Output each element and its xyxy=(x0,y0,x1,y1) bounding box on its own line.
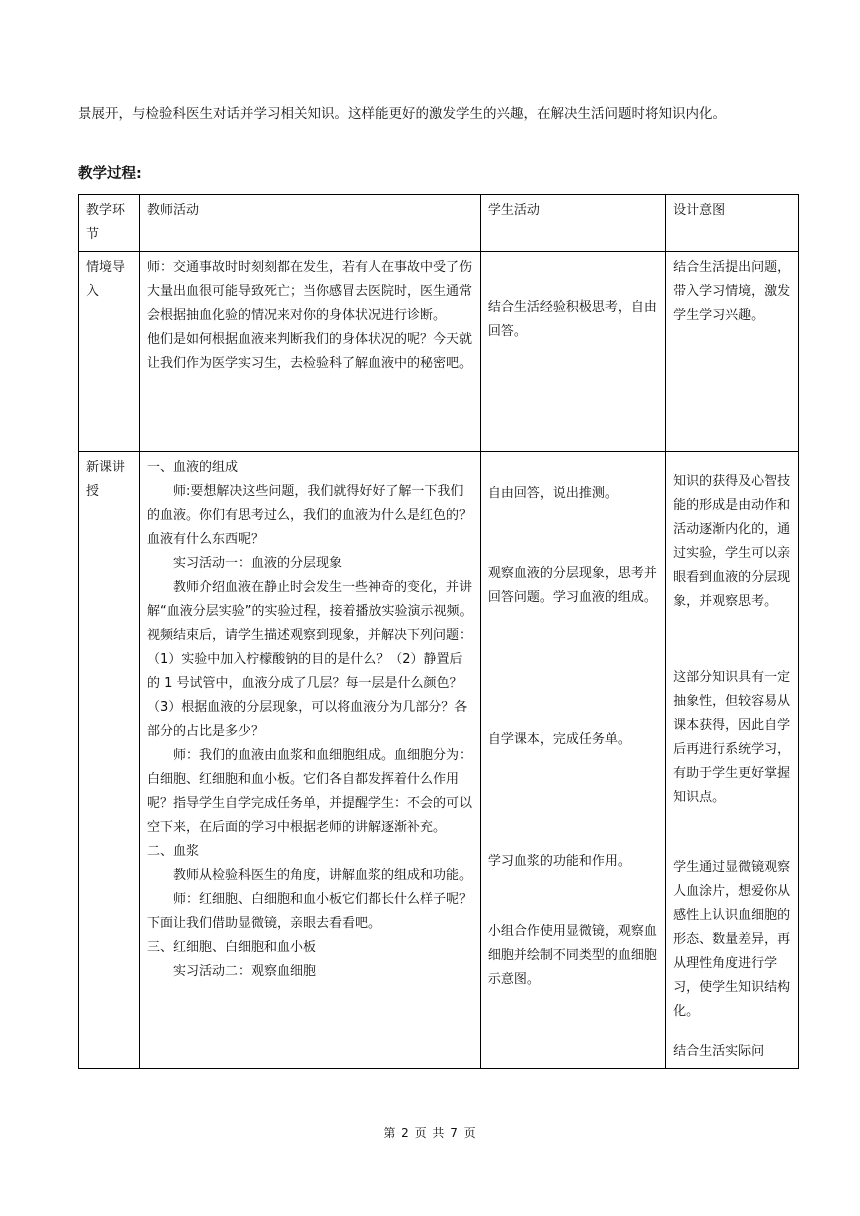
intent-cell xyxy=(666,252,799,452)
activity-title: 实习活动一：血液的分层现象 xyxy=(172,556,342,571)
teacher-text: 师：我们的血液由血浆和血细胞组成。血细胞分为：白细胞、红细胞和血小板。它们各自都发挥着什么作用呢？指导学生自学完成任务单，并提醒学生：不会的可以空下来，在后面的学习中根据老师的讲解逐渐补充。 xyxy=(146,748,472,835)
intent-text: 结合生活实际问 xyxy=(673,1044,765,1059)
intent-text: 这部分知识具有一定抽象性，但较容易从课本获得，因此自学后再进行系统学习，有助于学生更好掌握知识点。 xyxy=(673,670,791,805)
intent-cell xyxy=(666,452,799,1069)
teacher-text: 教师介绍血液在静止时会发生一些神奇的变化，并讲解“血液分层实验”的实验过程，接着播放实验演示视频。视频结束后，请学生描述观察到现象，并解决下列问题： xyxy=(146,580,473,643)
student-text: 自由回答，说出推测。 xyxy=(487,486,618,501)
intent-text: 知识的获得及心智技能的形成是由动作和活动逐渐内化的，通过实验，学生可以亲眼看到血液的分层现象，并观察思考。 xyxy=(673,474,791,609)
student-text: 小组合作使用显微镜，观察血细胞并绘制不同类型的血细胞示意图。 xyxy=(487,924,657,987)
intro-paragraph: 景展开，与检验科医生对话并学习相关知识。这样能更好的激发学生的兴趣，在解决生活问题时将知识内化。 xyxy=(78,106,726,122)
teacher-cell xyxy=(139,452,480,1069)
teacher-cell xyxy=(139,252,480,452)
question-list: （1）实验中加入柠檬酸钠的目的是什么？（2）静置后的 1 号试管中，血液分成了几层？每一层是什么颜色？（3）根据血液的分层现象，可以将血液分为几部分？各部分的占比是多少？ xyxy=(146,652,468,739)
page-footer: 第 2 页 共 7 页 xyxy=(383,1126,477,1140)
stage-cell: 情境导入 xyxy=(79,252,140,452)
student-text: 学习血浆的功能和作用。 xyxy=(487,854,631,869)
activity-title: 实习活动二：观察血细胞 xyxy=(172,964,316,979)
teacher-text: 师:要想解决这些问题，我们就得好好了解一下我们的血液。你们有思考过么，我们的血液为什么是红色的？血液有什么东西呢？ xyxy=(146,484,472,547)
intent-text: 结合生活提出问题，带入学习情境，激发学生学习兴趣。 xyxy=(673,260,791,323)
stage-cell: 新课讲授 xyxy=(79,452,140,1069)
student-text: 观察血液的分层现象，思考并回答问题。学习血液的组成。 xyxy=(487,566,657,605)
lesson-table xyxy=(78,194,799,1069)
teacher-text: 师：交通事故时时刻刻都在发生，若有人在事故中受了伤大量出血很可能导致死亡；当你感冒去医院时，医生通常会根据抽血化验的情况来对你的身体状况进行诊断。 xyxy=(146,260,472,323)
subsection-heading: 三、红细胞、白细胞和血小板 xyxy=(146,940,316,955)
table-row xyxy=(79,252,799,452)
student-cell xyxy=(480,252,665,452)
subsection-heading: 一、血液的组成 xyxy=(146,460,238,475)
teacher-text: 教师从检验科医生的角度，讲解血浆的组成和功能。 xyxy=(172,868,472,883)
header-student: 学生活动 xyxy=(480,195,665,252)
header-teacher: 教师活动 xyxy=(139,195,480,252)
header-intent: 设计意图 xyxy=(666,195,799,252)
teacher-text: 他们是如何根据血液来判断我们的身体状况的呢？今天就让我们作为医学实习生，去检验科了解血液中的秘密吧。 xyxy=(146,332,472,371)
student-text: 结合生活经验积极思考，自由回答。 xyxy=(487,300,657,339)
student-text: 自学课本，完成任务单。 xyxy=(487,732,631,747)
section-heading: 教学过程: xyxy=(78,166,142,182)
teacher-text: 师：红细胞、白细胞和血小板它们都长什么样子呢？下面让我们借助显微镜，亲眼去看看吧。 xyxy=(146,892,472,931)
table-row xyxy=(79,452,799,1069)
intent-text: 学生通过显微镜观察人血涂片，想爱你从感性上认识血细胞的形态、数量差异，再从理性角度进行学习，使学生知识结构化。 xyxy=(673,860,791,1019)
header-stage: 教学环节 xyxy=(79,195,140,252)
student-cell xyxy=(480,452,665,1069)
table-header-row xyxy=(79,195,799,252)
subsection-heading: 二、血浆 xyxy=(146,844,199,859)
